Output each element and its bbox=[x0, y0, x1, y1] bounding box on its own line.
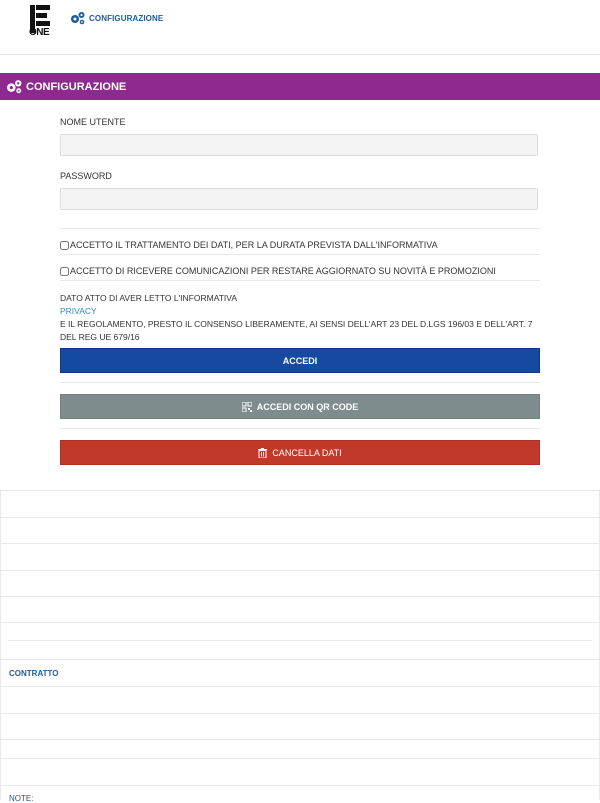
notice-line1: DATO ATTO DI AVER LETTO L'INFORMATIVA bbox=[60, 293, 238, 303]
divider bbox=[60, 382, 540, 383]
notice-line2: E IL REGOLAMENTO, PRESTO IL CONSENSO LIBERAMENTE, AI SENSI DELL'ART 23 DEL D.LGS 196/03 E DELL'ART. 7 DEL REG UE 679/16 bbox=[60, 319, 533, 342]
password-input[interactable] bbox=[60, 188, 538, 210]
list-row-divider bbox=[0, 785, 600, 786]
list-row-divider bbox=[0, 570, 600, 571]
username-input[interactable] bbox=[60, 134, 538, 156]
list-row-divider bbox=[0, 543, 600, 544]
privacy-link[interactable]: PRIVACY bbox=[60, 306, 97, 316]
qr-code-icon bbox=[242, 402, 252, 412]
section-title: CONFIGURAZIONE bbox=[26, 80, 127, 93]
clear-data-button-label: CANCELLA DATI bbox=[272, 447, 342, 458]
list-row-divider bbox=[0, 739, 600, 740]
list-row-divider bbox=[0, 659, 600, 660]
list-row-divider bbox=[8, 640, 592, 641]
trash-icon bbox=[258, 448, 267, 458]
divider bbox=[60, 280, 540, 281]
details-list bbox=[0, 490, 600, 803]
clear-data-button[interactable] bbox=[60, 440, 540, 465]
list-row-divider bbox=[0, 517, 600, 518]
consent-data-label: ACCETTO IL TRATTAMENTO DEI DATI, PER LA DURATA PREVISTA DALL'INFORMATIVA bbox=[70, 240, 438, 250]
consent-marketing-checkbox-row[interactable] bbox=[60, 266, 496, 276]
list-row-divider bbox=[0, 622, 600, 623]
login-qr-button-label: ACCEDI CON QR CODE bbox=[256, 401, 359, 412]
contract-label: CONTRATTO bbox=[9, 669, 59, 678]
consent-marketing-checkbox[interactable] bbox=[60, 267, 69, 276]
username-label: NOME UTENTE bbox=[60, 117, 126, 127]
list-row-divider bbox=[0, 713, 600, 714]
gears-icon bbox=[70, 11, 86, 25]
list-row-divider bbox=[0, 758, 600, 759]
login-qr-button[interactable] bbox=[60, 394, 540, 419]
divider bbox=[60, 228, 540, 229]
login-button-label: ACCEDI bbox=[282, 355, 318, 366]
gears-icon bbox=[6, 79, 23, 94]
password-label: PASSWORD bbox=[60, 171, 112, 181]
consent-data-checkbox-row[interactable] bbox=[60, 240, 438, 250]
consent-marketing-label: ACCETTO DI RICEVERE COMUNICAZIONI PER RESTARE AGGIORNATO SU NOVITÀ E PROMOZIONI bbox=[70, 266, 496, 276]
list-row-divider bbox=[0, 596, 600, 597]
privacy-notice bbox=[60, 292, 540, 344]
consent-data-checkbox[interactable] bbox=[60, 241, 69, 250]
app-logo[interactable] bbox=[30, 5, 54, 37]
login-button[interactable] bbox=[60, 348, 540, 373]
notes-label: NOTE: bbox=[9, 794, 34, 803]
nav-label: CONFIGURAZIONE bbox=[89, 13, 164, 23]
list-border bbox=[0, 490, 1, 800]
section-header bbox=[0, 73, 600, 100]
list-row-divider bbox=[0, 686, 600, 687]
top-header bbox=[0, 0, 600, 55]
nav-configurazione[interactable] bbox=[70, 11, 163, 25]
divider bbox=[60, 428, 540, 429]
divider bbox=[60, 254, 540, 255]
list-row-divider bbox=[0, 490, 600, 491]
logo-text: ONE bbox=[29, 27, 50, 38]
